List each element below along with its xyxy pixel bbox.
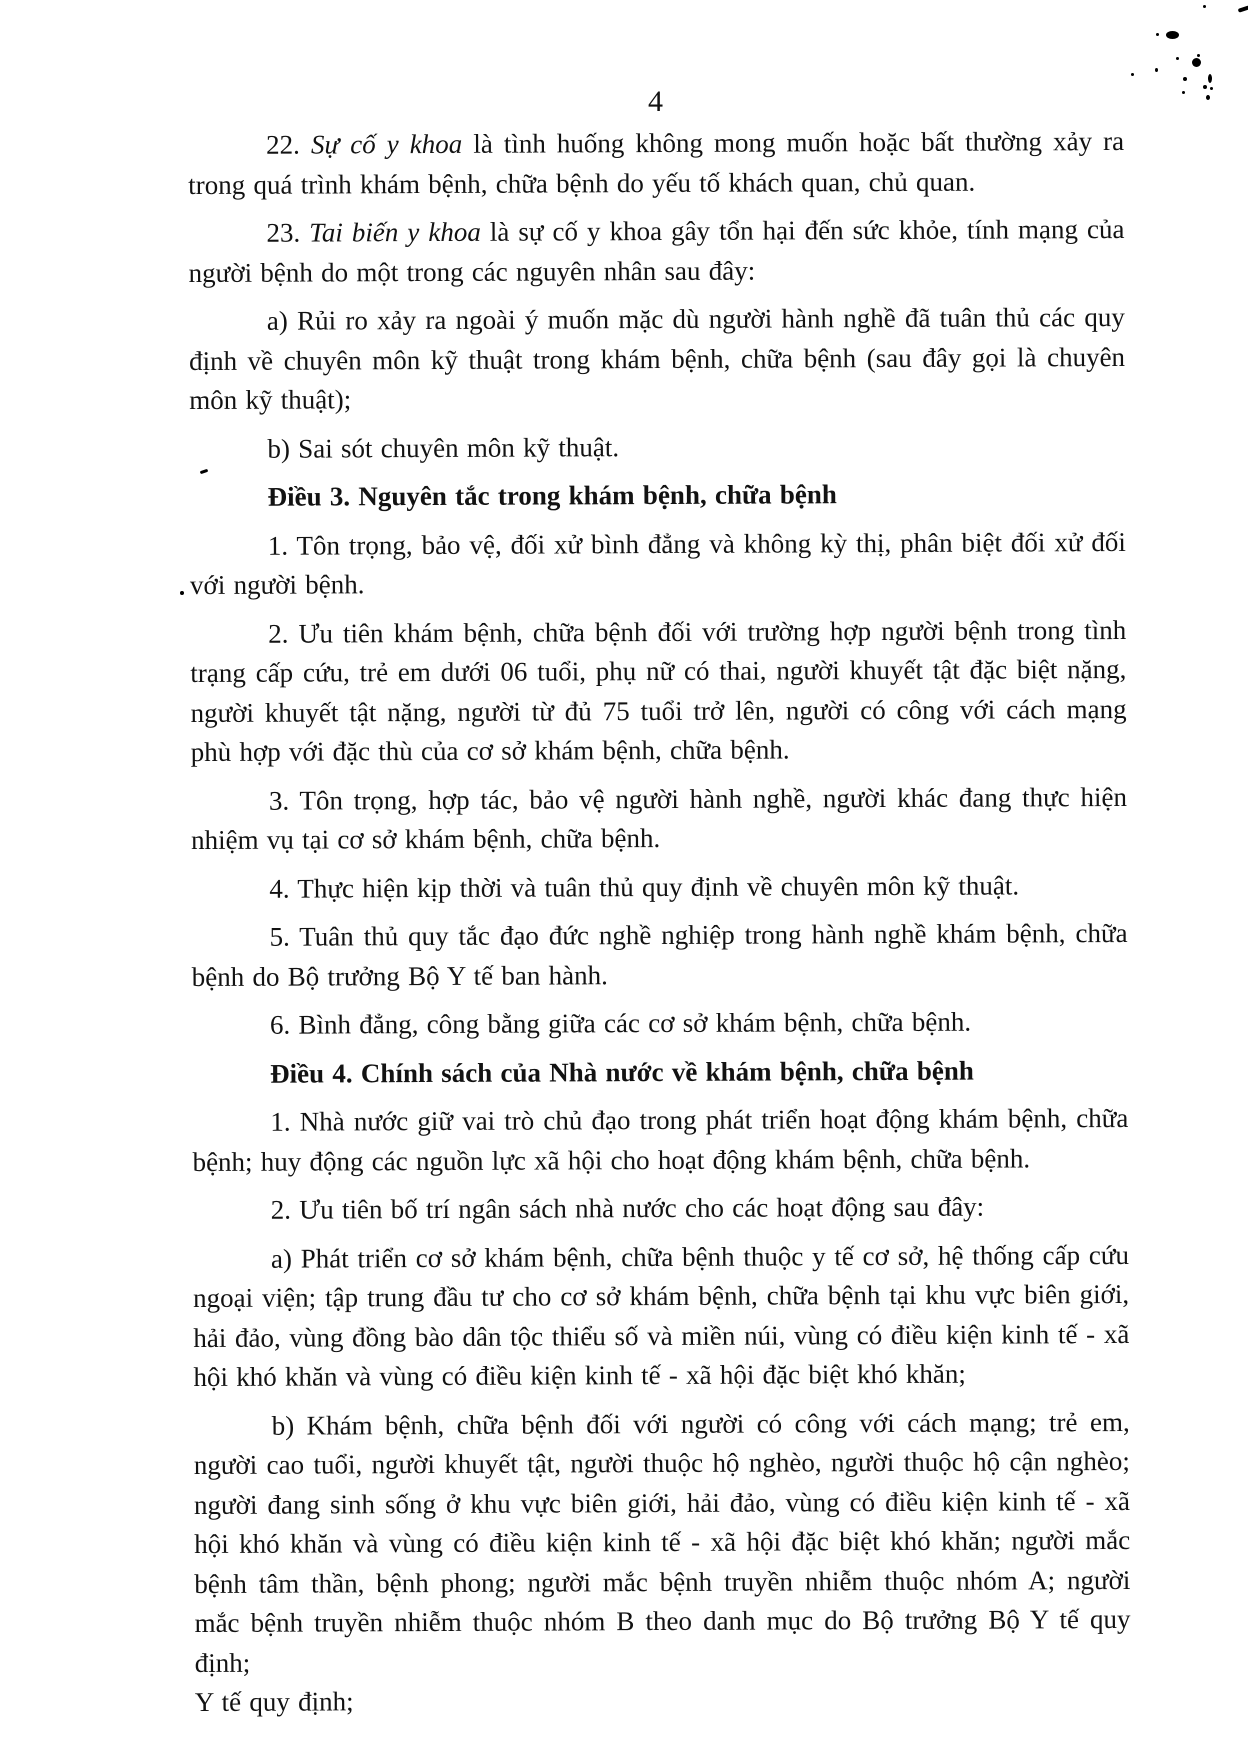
paragraph	[193, 1187, 1129, 1231]
text-run: b) Sai sót chuyên môn kỹ thuật.	[267, 431, 620, 464]
paragraph	[193, 1235, 1130, 1397]
ink-speck	[1208, 74, 1212, 83]
text-run: Sự cố y khoa	[310, 128, 463, 160]
paragraph	[195, 1679, 1131, 1723]
text-run: Tai biến y khoa	[309, 216, 481, 248]
paragraph	[191, 777, 1127, 860]
article-heading	[192, 1050, 1128, 1094]
text-run: 2. Ưu tiên khám bệnh, chữa bệnh đối với trường hợp người bệnh trong tình trạng cấp cứu, trẻ em dưới 06 tuổi, phụ nữ có thai, người khuyết tật đặc biệt nặng, người khuyết tật nặng, người từ đủ 75 tuổi trở lên, người có công với cách mạng phù hợp với đặc thù của cơ sở khám bệnh, chữa bệnh.	[190, 614, 1127, 768]
ink-speck	[1210, 87, 1213, 90]
text-run: 2. Ưu tiên bố trí ngân sách nhà nước cho các hoạt động sau đây:	[270, 1191, 985, 1225]
paragraph	[189, 298, 1126, 421]
ink-speck	[1203, 85, 1207, 89]
text-run: 22.	[266, 129, 311, 160]
paragraph	[190, 522, 1126, 605]
text-run: Y tế quy định;	[194, 1686, 354, 1718]
text-run: a) Rủi ro xảy ra ngoài ý muốn mặc dù người hành nghề đã tuân thủ các quy định về chuyên môn kỹ thuật trong khám bệnh, chữa bệnh (sau đây gọi là chuyên môn kỹ thuật);	[188, 301, 1126, 416]
paragraph	[188, 122, 1124, 205]
text-run: là tình huống không mong muốn hoặc bất thường xảy ra trong quá trình khám bệnh, chữa bệnh do yếu tố khách quan, chủ quan.	[188, 125, 1125, 200]
page-number: 4	[648, 85, 664, 118]
paragraph	[190, 610, 1127, 772]
ink-speck	[1131, 73, 1134, 76]
text-run: 3. Tôn trọng, hợp tác, bảo vệ người hành nghề, người khác đang thực hiện nhiệm vụ tại cơ sở khám bệnh, chữa bệnh.	[191, 781, 1128, 856]
text-run: là sự cố y khoa gây tổn hại đến sức khỏe, tính mạng của người bệnh do một trong các nguyên nhân sau đây:	[188, 213, 1125, 288]
text-run: 4. Thực hiện kịp thời và tuân thủ quy định về chuyên môn kỹ thuật.	[269, 869, 1020, 904]
ink-speck	[1183, 77, 1187, 81]
ink-speck	[1156, 33, 1159, 36]
document-body	[188, 122, 1131, 1732]
ink-speck	[1203, 5, 1206, 8]
text-run: 1. Nhà nước giữ vai trò chủ đạo trong phát triển hoạt động khám bệnh, chữa bệnh; huy động các nguồn lực xã hội cho hoạt động khám bệnh, chữa bệnh.	[192, 1102, 1129, 1177]
text-run: a) Phát triển cơ sở khám bệnh, chữa bệnh thuộc y tế cơ sở, hệ thống cấp cứu ngoại viện; tập trung đầu tư cho cơ sở khám bệnh, chữa bệnh tại khu vực biên giới, hải đảo, vùng đồng bào dân tộc thiểu số và miền núi, vùng có điều kiện kinh tế - xã hội khó khăn và vùng có điều kiện kinh tế - xã hội đặc biệt khó khăn;	[193, 1239, 1130, 1393]
paragraph	[191, 865, 1127, 909]
ink-speck	[1206, 95, 1210, 100]
ink-speck	[1238, 5, 1248, 13]
ink-speck	[1197, 54, 1200, 57]
ink-speck	[1155, 68, 1158, 72]
text-run: 1. Tôn trọng, bảo vệ, đối xử bình đẳng và không kỳ thị, phân biệt đối xử đối với người bệnh.	[189, 526, 1126, 601]
ink-speck	[1182, 91, 1185, 94]
text-run: 5. Tuân thủ quy tắc đạo đức nghề nghiệp trong hành nghề khám bệnh, chữa bệnh do Bộ trưởng Bộ Y tế ban hành.	[191, 917, 1128, 992]
text-run: Điều 3. Nguyên tắc trong khám bệnh, chữa bệnh	[267, 479, 837, 512]
text-run: b) Khám bệnh, chữa bệnh đối với người có công với cách mạng; trẻ em, người cao tuổi, người khuyết tật, người thuộc hộ nghèo, người thuộc hộ cận nghèo; người đang sinh sống ở khu vực biên giới, hải đảo, vùng có điều kiện kinh tế - xã hội khó khăn và vùng có điều kiện kinh tế - xã hội đặc biệt khó khăn; người mắc bệnh tâm thần, bệnh phong; người mắc bệnh truyền nhiễm thuộc nhóm A; người mắc bệnh truyền nhiễm thuộc nhóm B theo danh mục do Bộ trưởng Bộ Y tế quy định;	[193, 1406, 1131, 1678]
article-heading	[190, 474, 1126, 518]
ink-speck	[1176, 57, 1179, 60]
paragraph	[191, 914, 1127, 997]
ink-speck	[1192, 58, 1201, 67]
ink-speck	[1166, 31, 1179, 39]
paragraph	[194, 1402, 1131, 1683]
ink-speck	[180, 591, 184, 595]
paragraph	[192, 1099, 1128, 1182]
text-run: Điều 4. Chính sách của Nhà nước về khám bệnh, chữa bệnh	[270, 1055, 974, 1089]
paragraph	[189, 425, 1125, 469]
paragraph	[192, 1002, 1128, 1046]
paragraph	[188, 210, 1124, 293]
text-run: 23.	[266, 217, 310, 248]
text-run: 6. Bình đẳng, công bằng giữa các cơ sở khám bệnh, chữa bệnh.	[269, 1006, 972, 1040]
